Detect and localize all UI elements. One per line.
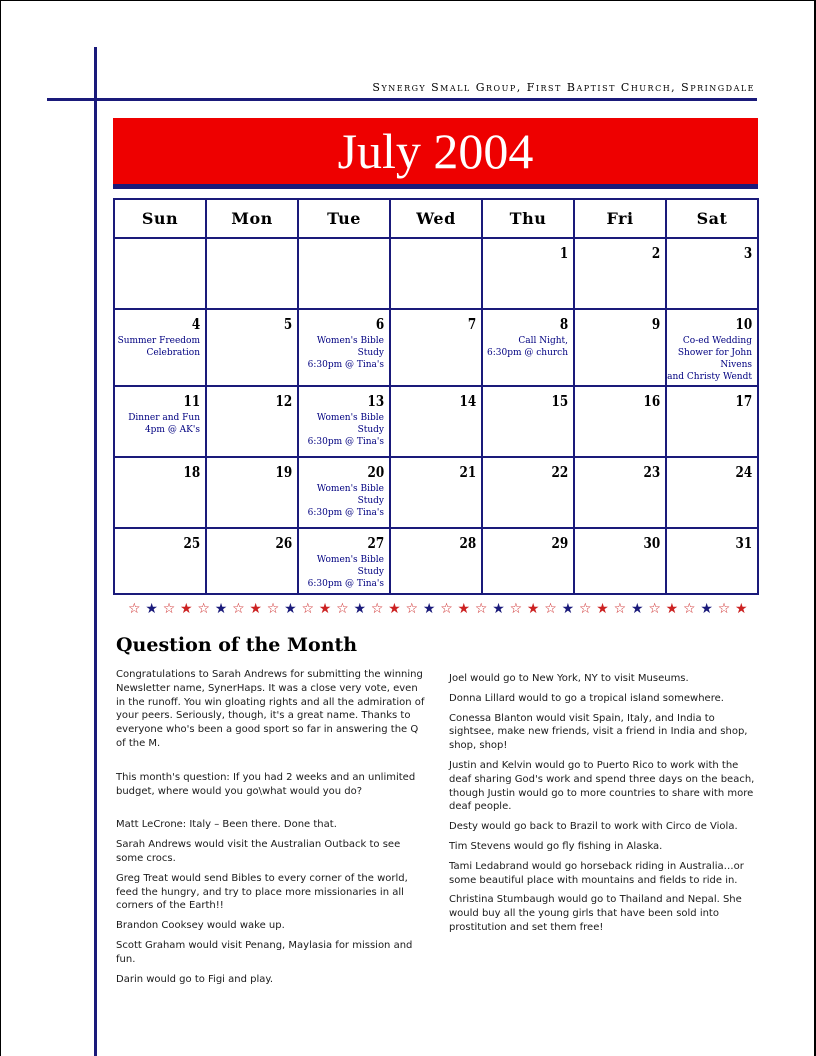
calendar-week-row — [114, 457, 758, 528]
answer-paragraph: Donna Lillard would to go a tropical island somewhere. — [449, 692, 724, 704]
star-icon: ☆ — [544, 601, 557, 617]
paragraph: This month's question: If you had 2 weeks and an unlimited budget, where would you go\what would you do? — [116, 771, 416, 797]
calendar-day-cell — [666, 528, 758, 594]
margin-rule-vertical — [94, 47, 97, 1056]
calendar-day-cell — [114, 457, 206, 528]
calendar-day-cell — [114, 528, 206, 594]
weekday-header: Sat — [666, 199, 758, 238]
day-number: 21 — [459, 463, 477, 481]
day-number: 10 — [735, 315, 753, 333]
calendar-day-cell — [666, 457, 758, 528]
weekday-header: Wed — [390, 199, 482, 238]
day-number — [317, 239, 389, 244]
star-icon: ★ — [145, 601, 158, 617]
calendar-week-row — [114, 386, 758, 457]
star-icon: ☆ — [266, 601, 280, 617]
star-icon: ☆ — [232, 601, 245, 617]
star-icon: ★ — [457, 601, 471, 617]
star-icon: ☆ — [197, 601, 210, 617]
calendar-day-cell — [390, 309, 482, 386]
calendar-event: Co-ed Wedding Shower for John Nivens and Christy Wendt — [667, 336, 752, 382]
weekday-header: Tue — [298, 199, 390, 238]
star-icon: ★ — [422, 601, 436, 617]
day-number: 29 — [551, 534, 569, 552]
question-heading: Question of the Month — [116, 634, 358, 656]
calendar-day-cell — [114, 309, 206, 386]
star-icon: ★ — [561, 601, 575, 617]
question-column-left — [116, 668, 426, 992]
star-icon: ☆ — [474, 601, 488, 617]
calendar-event: Dinner and Fun 4pm @ AK's — [128, 413, 200, 435]
calendar-day-cell — [574, 528, 666, 594]
star-icon: ☆ — [440, 601, 453, 617]
day-number: 14 — [459, 392, 477, 410]
calendar-day-cell — [482, 309, 574, 386]
day-number — [133, 239, 205, 244]
day-number — [225, 239, 297, 244]
calendar-day-cell — [206, 309, 298, 386]
day-number: 19 — [275, 463, 293, 481]
calendar-day-cell — [482, 457, 574, 528]
star-icon: ★ — [665, 601, 679, 617]
star-icon: ☆ — [301, 601, 314, 617]
calendar-event: Summer Freedom Celebration — [117, 336, 200, 358]
calendar-day-cell — [482, 238, 574, 309]
calendar-day-cell — [390, 386, 482, 457]
star-icon: ☆ — [717, 601, 731, 617]
day-number: 1 — [559, 244, 569, 262]
day-number: 17 — [735, 392, 753, 410]
calendar-day-cell — [206, 386, 298, 457]
header-rule — [47, 98, 757, 101]
answer-paragraph: Desty would go back to Brazil to work with Circo de Viola. — [449, 821, 738, 833]
star-icon: ☆ — [128, 601, 141, 617]
answer-paragraph: Darin would go to Figi and play. — [116, 973, 274, 985]
calendar-day-cell — [574, 386, 666, 457]
paragraph: Congratulations to Sarah Andrews for submitting the winning Newsletter name, SynerHaps. It was a close very vote, even in the runoff. You win gloating rights and all the admiration of your peers. Seriously, though, it's a great name. Thanks to everyone who's been a good sport so far in answering the Q of the M. — [116, 669, 425, 749]
star-divider — [128, 600, 748, 618]
page-border-left — [0, 0, 1, 1056]
calendar-day-cell — [298, 528, 390, 594]
day-number: 2 — [651, 244, 661, 262]
answer-paragraph: Tami Ledabrand would go horseback riding in Australia…or some beautiful place with mountains and fields to ride in. — [449, 860, 744, 886]
star-icon: ★ — [214, 601, 228, 617]
star-icon: ★ — [735, 601, 748, 617]
weekday-header-row — [114, 199, 758, 238]
weekday-header: Sun — [114, 199, 206, 238]
answer-paragraph: Christina Stumbaugh would go to Thailand and Nepal. She would buy all the young girls that have been sold into prostitution and set them free! — [449, 894, 742, 933]
day-number: 11 — [183, 392, 201, 410]
calendar-event: Women's Bible Study 6:30pm @ Tina's — [307, 555, 384, 589]
answer-paragraph: Tim Stevens would go fly fishing in Alaska. — [449, 840, 663, 852]
question-column-right — [449, 672, 755, 941]
day-number: 12 — [275, 392, 293, 410]
calendar-day-cell — [298, 386, 390, 457]
day-number: 7 — [467, 315, 477, 333]
calendar-day-cell — [390, 528, 482, 594]
answer-paragraph: Scott Graham would visit Penang, Maylasia for mission and fun. — [116, 939, 413, 965]
answer-paragraph: Matt LeCrone: Italy – Been there. Done that. — [116, 819, 337, 831]
star-icon: ★ — [388, 601, 401, 617]
answer-paragraph: Greg Treat would send Bibles to every corner of the world, feed the hungry, and try to place more missionaries in all corners of the Earth!! — [116, 872, 408, 912]
calendar-title-banner: July 2004 — [113, 118, 758, 184]
calendar-day-cell — [574, 457, 666, 528]
star-icon: ★ — [318, 601, 332, 617]
day-number: 6 — [375, 315, 385, 333]
answer-paragraph: Justin and Kelvin would go to Puerto Rico to work with the deaf sharing God's work and spend three days on the beach, though Justin would go to more countries to share with more deaf people. — [449, 759, 755, 813]
weekday-header: Mon — [206, 199, 298, 238]
star-icon: ☆ — [613, 601, 627, 617]
day-number: 25 — [183, 534, 201, 552]
calendar-day-cell — [574, 309, 666, 386]
calendar-event: Call Night, 6:30pm @ church — [487, 336, 568, 358]
day-number: 4 — [191, 315, 201, 333]
star-icon: ★ — [700, 601, 713, 617]
calendar-day-cell — [482, 528, 574, 594]
calendar-event: Women's Bible Study 6:30pm @ Tina's — [307, 336, 384, 370]
day-number: 8 — [559, 315, 569, 333]
day-number: 31 — [735, 534, 753, 552]
calendar-day-cell — [390, 238, 482, 309]
calendar-day-cell — [666, 238, 758, 309]
day-number: 23 — [643, 463, 661, 481]
weekday-header: Thu — [482, 199, 574, 238]
calendar-day-cell — [390, 457, 482, 528]
calendar-day-cell — [482, 386, 574, 457]
calendar-day-cell — [206, 528, 298, 594]
star-icon: ★ — [249, 601, 262, 617]
banner-underline — [113, 184, 758, 189]
answer-paragraph: Brandon Cooksey would wake up. — [116, 920, 285, 932]
star-icon: ★ — [353, 601, 367, 617]
answer-paragraph: Sarah Andrews would visit the Australian Outback to see some crocs. — [116, 839, 401, 864]
day-number: 9 — [651, 315, 661, 333]
day-number: 30 — [643, 534, 661, 552]
day-number: 5 — [283, 315, 293, 333]
star-icon: ☆ — [578, 601, 592, 617]
star-icon: ★ — [492, 601, 505, 617]
calendar-week-row — [114, 238, 758, 309]
day-number: 3 — [743, 244, 753, 262]
star-icon: ☆ — [405, 601, 419, 617]
day-number: 26 — [275, 534, 293, 552]
day-number — [409, 239, 481, 244]
star-icon: ☆ — [336, 601, 349, 617]
calendar-day-cell — [206, 457, 298, 528]
calendar-day-cell — [574, 238, 666, 309]
calendar-day-cell — [298, 457, 390, 528]
calendar-week-row — [114, 528, 758, 594]
star-icon: ★ — [596, 601, 609, 617]
star-icon: ☆ — [648, 601, 661, 617]
calendar-day-cell — [206, 238, 298, 309]
day-number: 15 — [551, 392, 569, 410]
calendar-event: Women's Bible Study 6:30pm @ Tina's — [307, 413, 384, 447]
day-number: 27 — [367, 534, 385, 552]
day-number: 13 — [367, 392, 385, 410]
star-icon: ☆ — [509, 601, 523, 617]
calendar-week-row — [114, 309, 758, 386]
calendar-day-cell — [666, 386, 758, 457]
page-border-top — [0, 0, 816, 1]
star-icon: ★ — [526, 601, 540, 617]
day-number: 28 — [459, 534, 477, 552]
day-number: 18 — [183, 463, 201, 481]
calendar-event: Women's Bible Study 6:30pm @ Tina's — [307, 484, 384, 518]
star-icon: ★ — [180, 601, 193, 617]
day-number: 24 — [735, 463, 753, 481]
weekday-header: Fri — [574, 199, 666, 238]
star-icon: ☆ — [162, 601, 176, 617]
calendar-day-cell — [666, 309, 758, 386]
day-number: 16 — [643, 392, 661, 410]
day-number: 20 — [367, 463, 385, 481]
answer-paragraph: Conessa Blanton would visit Spain, Italy, and India to sightsee, make new friends, visit a friend in India and shop, shop, shop! — [449, 712, 748, 752]
calendar-grid — [113, 198, 759, 595]
calendar-day-cell — [298, 309, 390, 386]
star-icon: ☆ — [683, 601, 696, 617]
calendar-day-cell — [114, 238, 206, 309]
answer-paragraph: Joel would go to New York, NY to visit Museums. — [449, 673, 689, 684]
calendar-day-cell — [298, 238, 390, 309]
calendar-day-cell — [114, 386, 206, 457]
star-icon: ☆ — [370, 601, 384, 617]
star-icon: ★ — [284, 601, 297, 617]
day-number: 22 — [551, 463, 569, 481]
star-icon: ★ — [630, 601, 644, 617]
header-org-line: Synergy Small Group, First Baptist Church, Springdale — [372, 81, 755, 94]
